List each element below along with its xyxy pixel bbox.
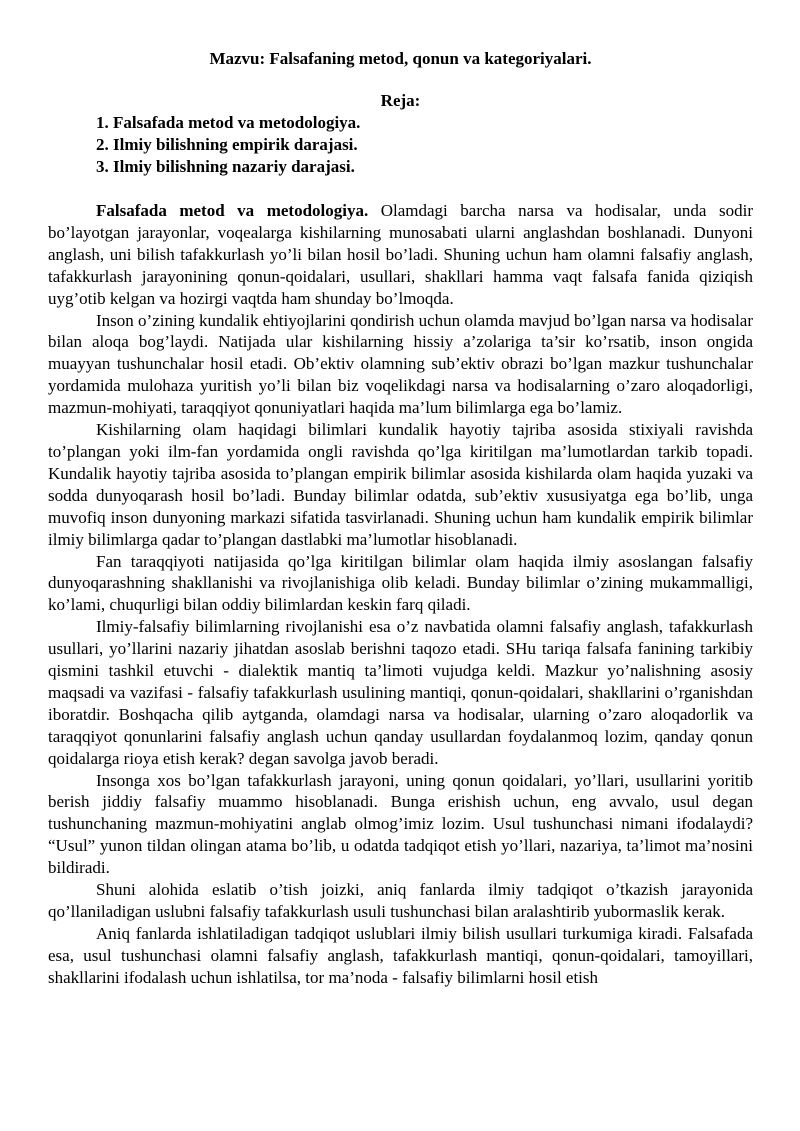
plan-heading: Reja: xyxy=(380,91,421,110)
paragraph-7: Shuni alohida eslatib o’tish joizki, aniq fanlarda ilmiy tadqiqot o’tkazish jarayonida qo’llaniladigan uslubni falsafiy tafakkurlash usuli tushunchasi bilan aralashtirib yubormaslik kerak. xyxy=(48,880,753,921)
paragraph-1-text: Olamdagi barcha narsa va hodisalar, unda sodir bo’layotgan jarayonlar, voqealarga kishilarning munosabati ularni anglashdan boshlanadi. Dunyoni anglash, uni bilish tafakkurlash yo’li bilan hosil bo’ladi. Shuning uchun ham olamni falsafiy anglash, tafakkurlash jarayonining qonun-qoidalari, usullari, shakllari hamma vaqt falsafa fanida qiziqish uyg’otib kelgan va hozirgi vaqtda ham shunday bo’lmoqda. xyxy=(48,201,753,308)
paragraph-8: Aniq fanlarda ishlatiladigan tadqiqot uslublari ilmiy bilish usullari turkumiga kiradi. Falsafada esa, usul tushunchasi olamni falsafiy anglash, tafakkurlash mantiqi, qonun-qoidalari, tamoyillari, shakllarini ifodalash uchun ishlatilsa, tor ma’noda - falsafiy bilimlarni hosil etish xyxy=(48,923,753,987)
paragraph-2: Inson o’zining kundalik ehtiyojlarini qondirish uchun olamda mavjud bo’lgan narsa va hodisalar bilan aloqa bog’laydi. Natijada ular kishilarning hissiy a’zolariga ta’sir ko’rsatib, inson ongida muayyan tushunchalar hosil etadi. Ob’ektiv olamning sub’ektiv obrazi bo’lgan mazkur tushunchalar yordamida mulohaza yuritish yo’li bilan biz voqelikdagi narsa va hodisalarning o’zaro aloqadorligi, mazmun-mohiyati, taraqqiyot qonuniyatlari haqida ma’lum bilimlarga ega bo’lamiz. xyxy=(48,310,753,418)
plan-item-1: 1. Falsafada metod va metodologiya. xyxy=(96,113,361,132)
section-lead: Falsafada metod va metodologiya. xyxy=(96,201,369,220)
document-page xyxy=(48,48,753,989)
plan-item-2: 2. Ilmiy bilishning empirik darajasi. xyxy=(96,135,358,154)
paragraph-5: Ilmiy-falsafiy bilimlarning rivojlanishi esa o’z navbatida olamni falsafiy anglash, tafakkurlash usullari, yo’llarini nazariy jihatdan asoslab berishni taqozo etadi. SHu tariqa falsafa fanining tarkibiy qismini tashkil etuvchi - dialektik mantiq ta’limoti vujudga keldi. Mazkur yo’nalishning asosiy maqsadi va vazifasi - falsafiy tafakkurlash usulining mantiqi, qonun-qoidalari, shakllarini o’rganishdan iboratdir. Boshqacha qilib aytganda, olamdagi narsa va hodisalar, ularning o’zaro aloqadorlik va taraqqiyot qonunlarini falsafiy anglash uchun qanday usullardan foydalanmoq lozim, qanday qonun qoidalarga rioya etish kerak? degan savolga javob beradi. xyxy=(48,617,753,768)
paragraph-1 xyxy=(48,200,753,310)
paragraph-4: Fan taraqqiyoti natijasida qo’lga kiritilgan bilimlar olam haqida ilmiy asoslangan falsafiy dunyoqarashning shakllanishi va rivojlanishiga olib keladi. Bunday bilimlar o’zining mukammalligi, ko’lami, chuqurligi bilan oddiy bilimlardan keskin farq qiladi. xyxy=(48,551,753,615)
plan-item-3: 3. Ilmiy bilishning nazariy darajasi. xyxy=(96,157,355,176)
paragraph-3: Kishilarning olam haqidagi bilimlari kundalik hayotiy tajriba asosida stixiyali ravishda to’plangan yoki ilm-fan yordamida ongli ravishda qo’lga kiritilgan ma’lumotlardan tarkib topadi. Kundalik hayotiy tajriba asosida to’plangan empirik bilimlar asosida kishilarda olam haqida yuzaki va sodda dunyoqarash hosil bo’ladi. Bunday bilimlar odatda, sub’ektiv xususiyatga ega bo’lib, unga muvofiq inson dunyoning markazi sifatida tasvirlanadi. Shuning uchun ham kundalik empirik bilimlar ilmiy bilimlarga qadar to’plangan dastlabki ma’lumotlar hisoblanadi. xyxy=(48,420,753,549)
plan-list xyxy=(96,112,753,178)
document-title: Mazvu: Falsafaning metod, qonun va kategoriyalari. xyxy=(209,49,592,68)
paragraph-6: Insonga xos bo’lgan tafakkurlash jarayoni, uning qonun qoidalari, yo’llari, usullarini yoritib berish jiddiy falsafiy muammo hisoblanadi. Bunga erishish uchun, eng avvalo, usul degan tushunchaning mazmun-mohiyatini anglab olmog’imiz lozim. Usul tushunchasi nimani ifodalaydi? “Usul” yunon tildan olingan atama bo’lib, u odatda tadqiqot etish yo’llari, nazariya, ta’limot ma’nosini bildiradi. xyxy=(48,770,753,878)
body-text xyxy=(48,200,753,989)
